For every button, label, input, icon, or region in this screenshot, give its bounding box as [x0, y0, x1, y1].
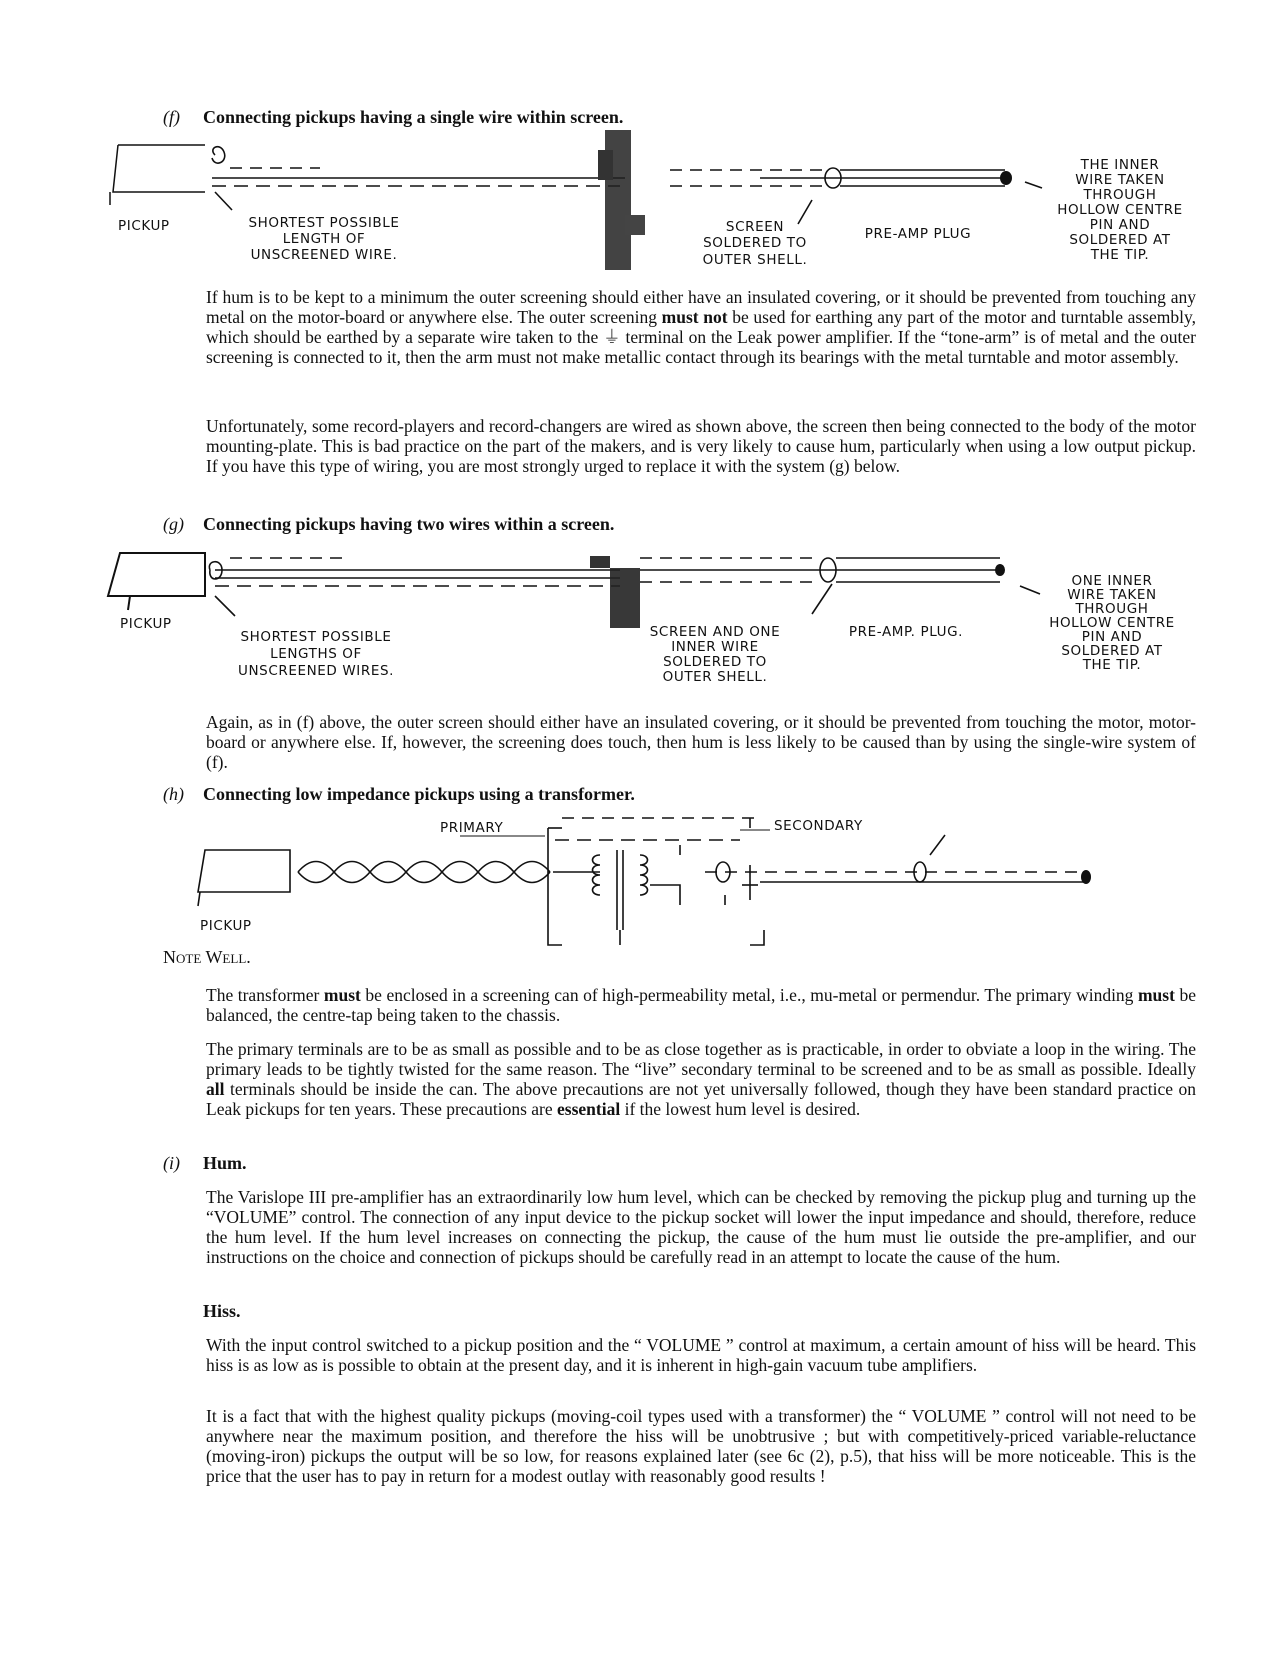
- screen-label-4: OUTER SHELL.: [662, 669, 768, 685]
- shortest-label-2: LENGTHS OF: [270, 646, 362, 662]
- screen-label-1: SCREEN: [725, 219, 785, 235]
- inner-label-4: HOLLOW CENTRE: [1049, 615, 1175, 631]
- inner-label-7: THE TIP.: [1082, 657, 1142, 673]
- paragraph-h1: The transformer must be enclosed in a screening can of high-permeability metal, i.e., mu-metal or permendur. The primary winding must be balanced, the centre-tap being taken to the chassis.: [206, 985, 1196, 1025]
- inner-label-6: SOLDERED AT: [1069, 232, 1171, 248]
- section-label: (f): [163, 107, 180, 127]
- screen-block: [590, 556, 640, 628]
- section-title: Hiss.: [203, 1301, 241, 1321]
- paragraph-h2: The primary terminals are to be as small as possible and to be as close together as is practicable, in order to obviate a loop in the wiring. The primary leads to be tightly twisted for the same reason. The “live” secondary terminal to be screened and to be as small as possible. Ideally all terminals should be inside the can. The above precautions are not yet universally followed, though they have been standard practice on Leak pickups for ten years. These precautions are essential if the lowest hum level is desired.: [206, 1039, 1196, 1119]
- screen-label-3: OUTER SHELL.: [702, 252, 808, 268]
- paragraph-hiss2: It is a fact that with the highest quality pickups (moving-coil types used with a transformer) the “ VOLUME ” control will not need to be anywhere near the maximum position, and therefore the hiss will be unobtrusive ; but with competitively-priced variable-reluctance (moving-iron) pickups the output will be so low, for reasons explained later (see 6c (2), p.5), that hiss will be more noticeable. This is the price that the user has to pay in return for a modest outlay with reasonably good results !: [206, 1406, 1196, 1486]
- paragraph-i1: The Varislope III pre-amplifier has an extraordinarily low hum level, which can be checked by removing the pickup plug and turning up the “VOLUME” control. The connection of any input device to the pickup socket will lower the input impedance and should, therefore, reduce the hum level. If the hum level increases on connecting the pickup, the cause of the hum must lie outside the pre-amplifier, and our instructions on the choice and connection of pickups should be carefully read in an attempt to locate the cause of the hum.: [206, 1187, 1196, 1267]
- paragraph-hiss1: With the input control switched to a pickup position and the “ VOLUME ” control at maximum, a certain amount of hiss will be heard. This hiss is as low as is possible to obtain at the present day, and it is inherent in high-gain vacuum tube amplifiers.: [206, 1335, 1196, 1375]
- screen-label-1: SCREEN AND ONE: [649, 624, 781, 640]
- pickup-label: PICKUP: [120, 616, 172, 632]
- section-label: (i): [163, 1153, 180, 1173]
- paragraph-f2: Unfortunately, some record-players and record-changers are wired as shown above, the screen then being connected to the body of the motor mounting-plate. This is bad practice on the part of the makers, and is very likely to cause hum, particularly when using a low output pickup. If you have this type of wiring, you are most strongly urged to replace it with the system (g) below.: [206, 416, 1196, 476]
- inner-label-2: WIRE TAKEN: [1075, 172, 1165, 188]
- inner-label-6: SOLDERED AT: [1061, 643, 1163, 659]
- inner-label-2: WIRE TAKEN: [1067, 587, 1157, 603]
- pickup-label: PICKUP: [200, 918, 252, 934]
- diagram-transformer: [0, 810, 1276, 950]
- inner-label-3: THROUGH: [1083, 187, 1157, 203]
- shortest-label-1: SHORTEST POSSIBLE: [248, 215, 400, 231]
- pickup-label: PICKUP: [118, 218, 170, 234]
- section-title: Hum.: [203, 1153, 247, 1173]
- screen-block: [598, 130, 645, 270]
- inner-label-7: THE TIP.: [1090, 247, 1150, 263]
- screen-label-2: SOLDERED TO: [703, 235, 807, 251]
- note-well-heading: Note Well.: [163, 947, 251, 967]
- secondary-label: SECONDARY: [774, 818, 863, 834]
- plug-label: PRE-AMP PLUG: [864, 226, 972, 242]
- shortest-label-3: UNSCREENED WIRE.: [250, 247, 398, 263]
- inner-label-5: PIN AND: [1089, 217, 1151, 233]
- diagram-single-wire: [0, 130, 1276, 270]
- section-label: (h): [163, 784, 184, 804]
- section-label: (g): [163, 514, 184, 534]
- section-i-heading: [163, 1153, 247, 1173]
- paragraph-f1: If hum is to be kept to a minimum the outer screening should either have an insulated covering, or it should be prevented from touching any metal on the motor-board or anywhere else. The outer screening must not be used for earthing any part of the motor and turntable assembly, which should be earthed by a separate wire taken to the ⏚ terminal on the Leak power amplifier. If the “tone-arm” is of metal and the outer screening is connected to it, then the arm must not make metallic contact through its bearings with the metal turntable and motor assembly.: [206, 287, 1197, 367]
- plug-label: PRE-AMP. PLUG.: [848, 624, 964, 640]
- section-title: Connecting pickups having two wires within a screen.: [203, 514, 615, 534]
- shortest-label-3: UNSCREENED WIRES.: [237, 663, 395, 679]
- shortest-label-1: SHORTEST POSSIBLE: [240, 629, 392, 645]
- plug-tip: [1000, 171, 1012, 185]
- inner-label-4: HOLLOW CENTRE: [1057, 202, 1183, 218]
- inner-label-1: THE INNER: [1080, 157, 1160, 173]
- section-g-heading: [163, 514, 614, 534]
- section-f-heading: [163, 107, 623, 127]
- shortest-label-2: LENGTH OF: [282, 231, 366, 247]
- paragraph-g1: Again, as in (f) above, the outer screen should either have an insulated covering, or it should be prevented from touching the motor, motor-board or anywhere else. If, however, the screening does touch, then hum is less likely to be caused than by using the single-wire system of (f).: [206, 712, 1196, 772]
- section-title: Connecting pickups having a single wire within screen.: [203, 107, 624, 127]
- section-h-heading: [163, 784, 635, 804]
- hiss-heading: [203, 1301, 241, 1321]
- pickup-shape: [108, 553, 205, 610]
- primary-label: PRIMARY: [440, 820, 504, 836]
- section-title: Connecting low impedance pickups using a transformer.: [203, 784, 635, 804]
- pickup-shape: [198, 850, 290, 892]
- inner-label-5: PIN AND: [1081, 629, 1143, 645]
- pickup-shape: [110, 145, 205, 205]
- inner-label-3: THROUGH: [1075, 601, 1149, 617]
- screen-label-3: SOLDERED TO: [663, 654, 767, 670]
- screen-label-2: INNER WIRE: [671, 639, 759, 655]
- inner-label-1: ONE INNER: [1071, 573, 1153, 589]
- diagram-two-wire: [0, 548, 1276, 688]
